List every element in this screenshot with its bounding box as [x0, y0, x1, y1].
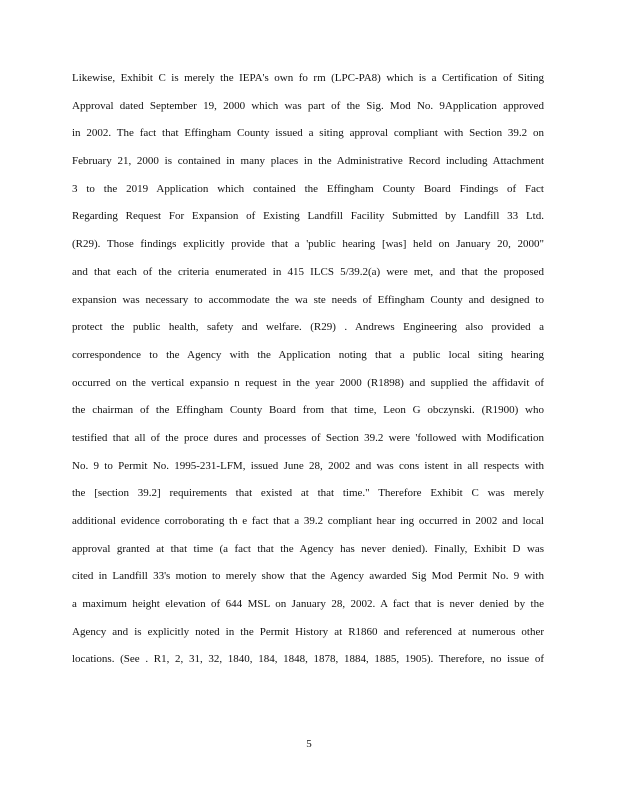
- text-line: in 2002. The fact that Effingham County issued a siting approval compliant with Section 39.2 on: [72, 127, 544, 140]
- text-line: testified that all of the proce dures and processes of Section 39.2 were 'followed with Modification: [72, 431, 544, 444]
- text-line: Approval dated September 19, 2000 which was part of the Sig. Mod No. 9Application approved: [72, 99, 544, 112]
- text-line: No. 9 to Permit No. 1995-231-LFM, issued June 28, 2002 and was cons istent in all respects with: [72, 459, 544, 472]
- text-line: expansion was necessary to accommodate the wa ste needs of Effingham County and designed to: [72, 293, 544, 306]
- text-line: 3 to the 2019 Application which contained the Effingham County Board Findings of Fact: [72, 182, 544, 195]
- text-line: the [section 39.2] requirements that existed at that time." Therefore Exhibit C was merely: [72, 487, 544, 500]
- text-line: (R29). Those findings explicitly provide that a 'public hearing [was] held on January 20, 2000": [72, 238, 544, 251]
- text-line: occurred on the vertical expansio n request in the year 2000 (R1898) and supplied the affidavit of: [72, 376, 544, 389]
- text-line: Agency and is explicitly noted in the Permit History at R1860 and referenced at numerous other: [72, 625, 544, 638]
- text-line: February 21, 2000 is contained in many places in the Administrative Record including Attachment: [72, 155, 544, 168]
- text-line: protect the public health, safety and welfare. (R29) . Andrews Engineering also provided a: [72, 321, 544, 334]
- body-text: [72, 70, 544, 679]
- text-line: the chairman of the Effingham County Board from that time, Leon G obczynski. (R1900) who: [72, 404, 544, 417]
- text-line: and that each of the criteria enumerated in 415 ILCS 5/39.2(a) were met, and that the proposed: [72, 265, 544, 278]
- page-number: 5: [306, 738, 312, 750]
- text-line: correspondence to the Agency with the Application noting that a public local siting hearing: [72, 348, 544, 361]
- text-line: Likewise, Exhibit C is merely the IEPA's own fo rm (LPC-PA8) which is a Certification of Siting: [72, 72, 544, 84]
- text-line: a maximum height elevation of 644 MSL on January 28, 2002. A fact that is never denied by the: [72, 598, 544, 611]
- text-line: additional evidence corroborating th e fact that a 39.2 compliant hear ing occurred in 2002 and local: [72, 515, 544, 527]
- text-line: approval granted at that time (a fact that the Agency has never denied). Finally, Exhibit D was: [72, 542, 544, 555]
- text-line: cited in Landfill 33's motion to merely show that the Agency awarded Sig Mod Permit No. 9 with: [72, 570, 544, 583]
- text-line: Regarding Request For Expansion of Existing Landfill Facility Submitted by Landfill 33 Ltd.: [72, 210, 544, 223]
- text-line: locations. (See . R1, 2, 31, 32, 1840, 184, 1848, 1878, 1884, 1885, 1905). Therefore, no issue of: [72, 653, 544, 666]
